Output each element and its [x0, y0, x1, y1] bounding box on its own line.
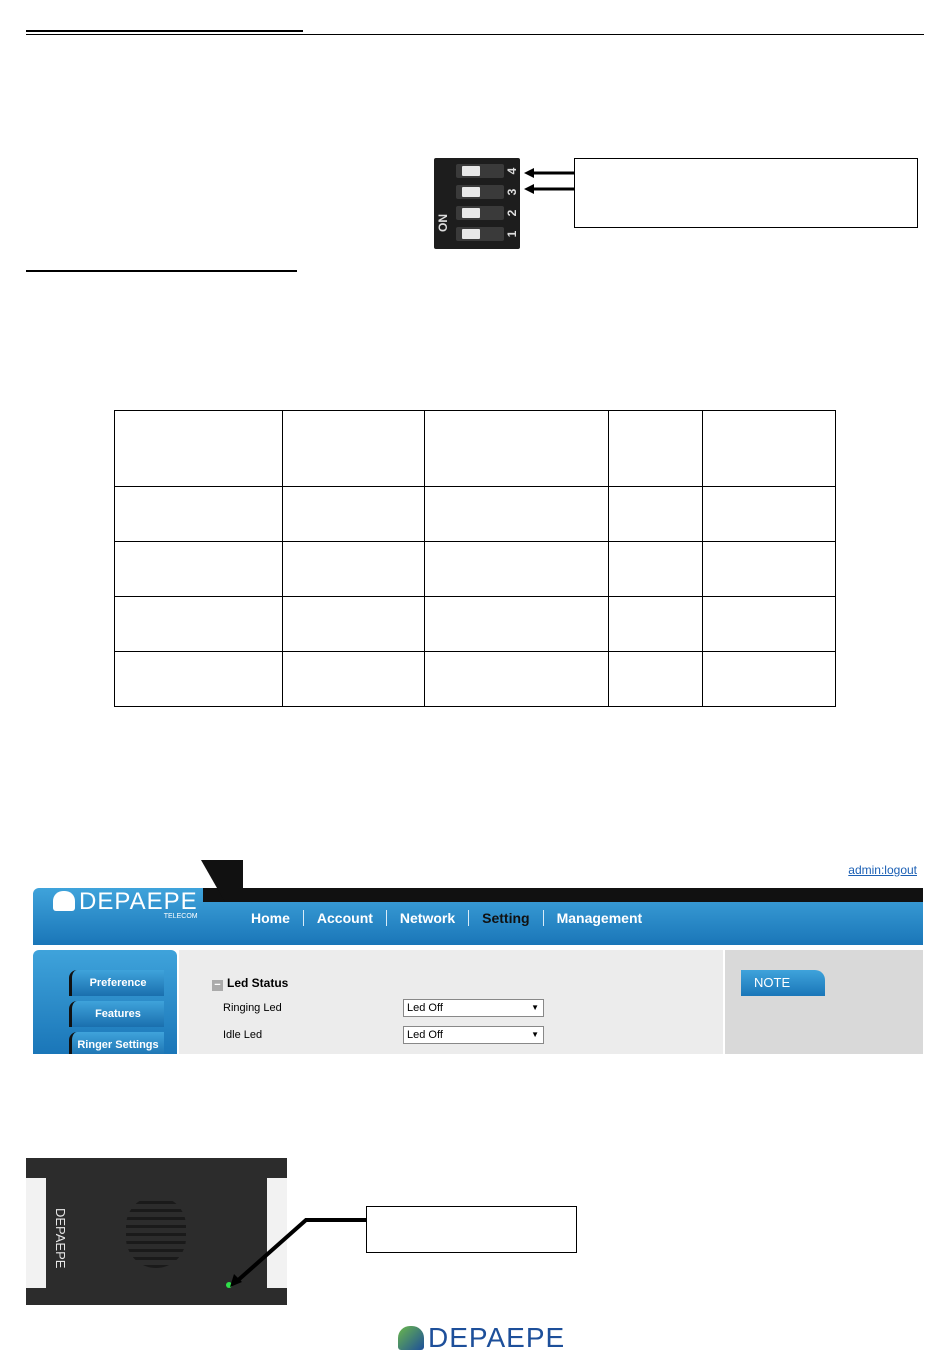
- nav-management[interactable]: Management: [556, 910, 643, 926]
- footer-logo: [398, 1321, 565, 1355]
- dropdown-arrow-icon: ▼: [531, 1003, 539, 1012]
- note-panel: [725, 950, 923, 1054]
- led-callout-line: [228, 1216, 368, 1288]
- sidebar-item-preference[interactable]: Preference: [69, 970, 164, 996]
- dip-callout-box: [574, 158, 918, 228]
- table-cell: [609, 411, 703, 487]
- header-rule: [26, 34, 924, 35]
- table-header-row: [115, 411, 836, 487]
- nav-setting[interactable]: Setting: [469, 910, 543, 926]
- dropdown-arrow-icon: ▼: [531, 1030, 539, 1039]
- table-cell: [609, 542, 703, 597]
- table-cell: [283, 652, 425, 707]
- section-underline: [26, 270, 297, 272]
- dip-number: 4: [505, 167, 519, 175]
- table-cell: [609, 487, 703, 542]
- footer-logo-text: DEPAEPE: [428, 1322, 566, 1353]
- table-cell: [115, 652, 283, 707]
- select-value: Led Off: [407, 1029, 443, 1041]
- table-cell: [425, 487, 609, 542]
- table-cell: [115, 542, 283, 597]
- dip-switch-photo: [434, 158, 520, 249]
- table-cell: [115, 597, 283, 652]
- dip-switch-3: [456, 185, 504, 199]
- table-cell: [703, 542, 836, 597]
- table-row: [115, 487, 836, 542]
- table-cell: [283, 542, 425, 597]
- table-cell: [425, 652, 609, 707]
- sidebar-item-features[interactable]: Features: [69, 1001, 164, 1027]
- table-cell: [425, 411, 609, 487]
- table-cell: [283, 597, 425, 652]
- table-cell: [609, 652, 703, 707]
- idle-led-select[interactable]: [403, 1026, 544, 1044]
- dip-number: 3: [505, 188, 519, 196]
- section-led-status[interactable]: [212, 976, 288, 991]
- nav-home[interactable]: Home: [238, 910, 304, 926]
- table-cell: [283, 411, 425, 487]
- ui-main-panel: [179, 950, 723, 1054]
- led-callout-box: [366, 1206, 577, 1253]
- note-tab: NOTE: [741, 970, 825, 996]
- table-cell: [703, 411, 836, 487]
- table-cell: [115, 411, 283, 487]
- ui-topbar: [33, 860, 923, 946]
- table-cell: [115, 487, 283, 542]
- select-value: Led Off: [407, 1002, 443, 1014]
- dip-switch-1: [456, 227, 504, 241]
- table-cell: [609, 597, 703, 652]
- phone-light-left: [26, 1178, 46, 1288]
- table-cell: [425, 597, 609, 652]
- table-row: [115, 542, 836, 597]
- callout-arrows: [520, 162, 580, 198]
- speaker-grille: [126, 1196, 186, 1268]
- nav-network[interactable]: Network: [387, 910, 469, 926]
- logout-link[interactable]: admin:logout: [848, 863, 917, 877]
- sidebar-item-ringer-settings[interactable]: Ringer Settings: [69, 1032, 164, 1054]
- table-cell: [703, 652, 836, 707]
- collapse-icon[interactable]: −: [212, 980, 223, 991]
- main-nav: [238, 910, 655, 926]
- ui-logo: [53, 888, 198, 920]
- nav-account[interactable]: Account: [304, 910, 387, 926]
- dip-switch-2: [456, 206, 504, 220]
- ui-logo-subtext: TELECOM: [163, 913, 198, 920]
- footer-logo-mark-icon: [398, 1326, 424, 1350]
- dip-number: 2: [505, 209, 519, 217]
- dip-on-label: ON: [436, 214, 450, 232]
- settings-table: [114, 410, 836, 707]
- ringing-led-select[interactable]: [403, 999, 544, 1017]
- table-row: [115, 597, 836, 652]
- section-title: Led Status: [227, 976, 289, 990]
- heading-underline: [26, 30, 303, 32]
- table-cell: [283, 487, 425, 542]
- dip-switch-4: [456, 164, 504, 178]
- phone-brand: DEPAEPE: [53, 1207, 68, 1269]
- ui-banner-stripe: [203, 888, 923, 902]
- field-label: Ringing Led: [223, 1002, 282, 1014]
- web-ui-screenshot: [33, 860, 923, 1054]
- ui-sidebar: [33, 950, 177, 1054]
- table-cell: [703, 597, 836, 652]
- logo-mark-icon: [53, 891, 75, 911]
- table-row: [115, 652, 836, 707]
- field-label: Idle Led: [223, 1029, 263, 1041]
- ui-logo-text: DEPAEPE: [79, 888, 198, 915]
- dip-number: 1: [505, 230, 519, 238]
- table-cell: [425, 542, 609, 597]
- table-cell: [703, 487, 836, 542]
